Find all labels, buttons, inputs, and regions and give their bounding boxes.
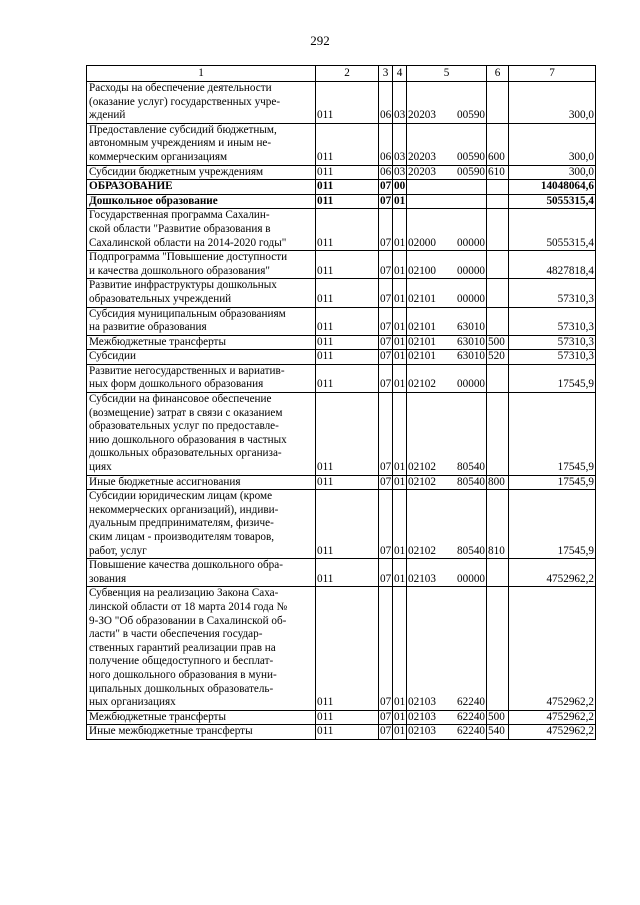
target-article-program: 02100	[408, 264, 436, 277]
expense-type-cell	[487, 393, 509, 476]
target-article-direction: 00590	[457, 165, 485, 178]
expense-type-cell: 500	[487, 335, 509, 350]
subsection-code-cell: 03	[393, 82, 407, 124]
ministry-code-cell: 011	[316, 725, 379, 740]
subsection-code-cell: 00	[393, 180, 407, 195]
ministry-code-cell: 011	[316, 209, 379, 251]
table-row	[87, 490, 596, 559]
expense-type-cell: 600	[487, 123, 509, 165]
row-name-cell	[87, 393, 316, 476]
row-name-cell	[87, 335, 316, 350]
row-name-cell	[87, 165, 316, 180]
row-name-line: ципальных дошкольных образователь-	[89, 682, 274, 695]
target-article-cell	[407, 251, 487, 279]
amount-cell: 17545,9	[509, 393, 596, 476]
section-code-cell: 07	[379, 350, 393, 365]
subsection-code-cell: 01	[393, 194, 407, 209]
table-row	[87, 165, 596, 180]
target-article-cell	[407, 194, 487, 209]
target-article-cell	[407, 180, 487, 195]
row-name-line: Межбюджетные трансферты	[89, 335, 226, 348]
target-article-direction: 62240	[457, 725, 485, 738]
target-article-cell	[407, 559, 487, 587]
table-header-row	[87, 66, 596, 82]
table-row	[87, 335, 596, 350]
target-article-cell	[407, 165, 487, 180]
table-row	[87, 393, 596, 476]
target-article-cell	[407, 279, 487, 307]
row-name-cell	[87, 475, 316, 490]
row-name-line: ждений	[89, 109, 126, 122]
row-name-line: образовательных услуг по предоставле-	[89, 420, 279, 433]
target-article-program: 02103	[408, 725, 436, 738]
row-name-cell	[87, 209, 316, 251]
ministry-code-cell: 011	[316, 559, 379, 587]
target-article-direction: 63010	[457, 335, 485, 348]
row-name-cell	[87, 307, 316, 335]
row-name-line: ским лицам - производителям товаров,	[89, 531, 275, 543]
amount-cell: 17545,9	[509, 364, 596, 392]
expense-type-cell	[487, 251, 509, 279]
row-name-cell	[87, 364, 316, 392]
row-name-line: Иные бюджетные ассигнования	[89, 475, 241, 488]
ministry-code-cell: 011	[316, 475, 379, 490]
row-name-cell	[87, 82, 316, 124]
subsection-code-cell: 01	[393, 490, 407, 559]
target-article-program: 20203	[408, 165, 436, 178]
target-article-program: 02102	[408, 544, 436, 557]
target-article-direction: 00000	[457, 292, 485, 305]
amount-cell: 57310,3	[509, 350, 596, 365]
row-name-line: ской области "Развитие образования в	[89, 222, 271, 235]
section-code-cell: 07	[379, 587, 393, 710]
row-name-line: коммерческим организациям	[89, 150, 228, 163]
amount-cell: 57310,3	[509, 279, 596, 307]
target-article-program: 02102	[408, 461, 436, 474]
ministry-code-cell: 011	[316, 587, 379, 710]
row-name-cell	[87, 180, 316, 195]
ministry-code-cell: 011	[316, 251, 379, 279]
target-article-direction: 00590	[457, 109, 485, 122]
subsection-code-cell: 03	[393, 123, 407, 165]
ministry-code-cell: 011	[316, 490, 379, 559]
target-article-direction: 80540	[457, 475, 485, 488]
row-name-line: Развитие инфраструктуры дошкольных	[89, 279, 277, 292]
amount-cell: 17545,9	[509, 490, 596, 559]
section-code-cell: 07	[379, 180, 393, 195]
target-article-direction: 63010	[457, 321, 485, 334]
amount-cell: 4752962,2	[509, 559, 596, 587]
table-row	[87, 350, 596, 365]
row-name-line: (возмещение) затрат в связи с оказанием	[89, 406, 283, 419]
table-row	[87, 180, 596, 195]
row-name-line: работ, услуг	[89, 544, 147, 557]
row-name-line: Субсидия муниципальным образованиям	[89, 307, 286, 320]
target-article-direction: 00000	[457, 236, 485, 249]
ministry-code-cell: 011	[316, 180, 379, 195]
table-row	[87, 710, 596, 725]
row-name-line: Субсидии юридическим лицам (кроме	[89, 490, 273, 503]
subsection-code-cell: 01	[393, 364, 407, 392]
target-article-cell	[407, 307, 487, 335]
section-code-cell: 06	[379, 165, 393, 180]
target-article-direction: 00000	[457, 378, 485, 391]
section-code-cell: 07	[379, 335, 393, 350]
expense-type-cell	[487, 82, 509, 124]
row-name-cell	[87, 490, 316, 559]
target-article-cell	[407, 710, 487, 725]
section-code-cell: 07	[379, 725, 393, 740]
target-article-program: 02103	[408, 572, 436, 585]
ministry-code-cell: 011	[316, 393, 379, 476]
row-name-cell	[87, 559, 316, 587]
row-name-line: дуальным предпринимателям, физиче-	[89, 517, 274, 530]
section-code-cell: 07	[379, 364, 393, 392]
target-article-program: 02000	[408, 236, 436, 249]
amount-cell: 5055315,4	[509, 209, 596, 251]
ministry-code-cell: 011	[316, 335, 379, 350]
row-name-cell	[87, 710, 316, 725]
table-row	[87, 587, 596, 710]
target-article-cell	[407, 587, 487, 710]
ministry-code-cell: 011	[316, 307, 379, 335]
expense-type-cell	[487, 364, 509, 392]
row-name-cell	[87, 350, 316, 365]
row-name-line: зования	[89, 572, 127, 585]
table-row	[87, 475, 596, 490]
subsection-code-cell: 03	[393, 165, 407, 180]
table-row	[87, 307, 596, 335]
target-article-direction: 63010	[457, 350, 485, 363]
amount-cell: 4752962,2	[509, 710, 596, 725]
subsection-code-cell: 01	[393, 725, 407, 740]
row-name-line: Субсидии	[89, 350, 136, 363]
row-name-line: ласти" в части обеспечения государ-	[89, 628, 263, 641]
expense-type-cell	[487, 559, 509, 587]
target-article-program: 02103	[408, 696, 436, 709]
table-row	[87, 279, 596, 307]
row-name-line: Государственная программа Сахалин-	[89, 209, 270, 222]
row-name-line: нию дошкольного образования в частных	[89, 433, 287, 446]
ministry-code-cell: 011	[316, 364, 379, 392]
subsection-code-cell: 01	[393, 587, 407, 710]
row-name-line: получение общедоступного и бесплат-	[89, 655, 274, 668]
target-article-cell	[407, 209, 487, 251]
amount-cell: 300,0	[509, 165, 596, 180]
row-name-line: Субвенция на реализацию Закона Саха-	[89, 587, 279, 600]
subsection-code-cell: 01	[393, 279, 407, 307]
target-article-program: 02103	[408, 710, 436, 723]
target-article-direction: 00000	[457, 264, 485, 277]
section-code-cell: 07	[379, 710, 393, 725]
expense-type-cell	[487, 307, 509, 335]
expense-type-cell	[487, 279, 509, 307]
target-article-cell	[407, 364, 487, 392]
row-name-line: Предоставление субсидий бюджетным,	[89, 123, 277, 136]
subsection-code-cell: 01	[393, 559, 407, 587]
ministry-code-cell: 011	[316, 82, 379, 124]
column-header: 4	[393, 66, 407, 82]
target-article-program: 02101	[408, 335, 436, 348]
row-name-cell	[87, 194, 316, 209]
expense-type-cell: 610	[487, 165, 509, 180]
section-code-cell: 07	[379, 475, 393, 490]
amount-cell: 5055315,4	[509, 194, 596, 209]
amount-cell: 300,0	[509, 123, 596, 165]
expense-type-cell: 500	[487, 710, 509, 725]
target-article-direction: 00000	[457, 572, 485, 585]
row-name-line: Подпрограмма "Повышение доступности	[89, 251, 288, 264]
row-name-line: ных форм дошкольного образования	[89, 378, 264, 391]
table-row	[87, 251, 596, 279]
row-name-line: ных организациях	[89, 696, 176, 709]
expense-type-cell	[487, 587, 509, 710]
table-row	[87, 82, 596, 124]
row-name-line: Повышение качества дошкольного обра-	[89, 559, 283, 572]
row-name-line: и качества дошкольного образования"	[89, 264, 270, 277]
table-row	[87, 364, 596, 392]
row-name-line: (оказание услуг) государственных учре-	[89, 95, 281, 108]
amount-cell: 4752962,2	[509, 587, 596, 710]
expense-type-cell	[487, 194, 509, 209]
target-article-program: 20203	[408, 150, 436, 163]
row-name-cell	[87, 725, 316, 740]
amount-cell: 17545,9	[509, 475, 596, 490]
amount-cell: 300,0	[509, 82, 596, 124]
row-name-line: на развитие образования	[89, 321, 207, 334]
section-code-cell: 07	[379, 194, 393, 209]
ministry-code-cell: 011	[316, 279, 379, 307]
ministry-code-cell: 011	[316, 123, 379, 165]
budget-table	[86, 65, 596, 740]
column-header: 7	[509, 66, 596, 82]
expense-type-cell: 540	[487, 725, 509, 740]
section-code-cell: 06	[379, 82, 393, 124]
row-name-cell	[87, 587, 316, 710]
target-article-cell	[407, 82, 487, 124]
amount-cell: 14048064,6	[509, 180, 596, 195]
amount-cell: 57310,3	[509, 335, 596, 350]
expense-type-cell: 520	[487, 350, 509, 365]
table-row	[87, 123, 596, 165]
row-name-line: ОБРАЗОВАНИЕ	[89, 180, 173, 193]
target-article-program: 20203	[408, 109, 436, 122]
section-code-cell: 07	[379, 209, 393, 251]
column-header: 6	[487, 66, 509, 82]
row-name-line: Расходы на обеспечение деятельности	[89, 82, 272, 94]
row-name-line: некоммерческих организаций), индиви-	[89, 503, 279, 516]
table-row	[87, 559, 596, 587]
ministry-code-cell: 011	[316, 165, 379, 180]
row-name-line: линской области от 18 марта 2014 года №	[89, 600, 288, 613]
target-article-program: 02102	[408, 378, 436, 391]
row-name-line: Иные межбюджетные трансферты	[89, 725, 253, 738]
subsection-code-cell: 01	[393, 710, 407, 725]
subsection-code-cell: 01	[393, 335, 407, 350]
section-code-cell: 07	[379, 251, 393, 279]
subsection-code-cell: 01	[393, 209, 407, 251]
row-name-line: Межбюджетные трансферты	[89, 710, 226, 723]
subsection-code-cell: 01	[393, 393, 407, 476]
row-name-line: Дошкольное образование	[89, 194, 218, 207]
table-row	[87, 194, 596, 209]
row-name-line: дошкольных образовательных организа-	[89, 447, 282, 460]
target-article-cell	[407, 475, 487, 490]
target-article-direction: 00590	[457, 150, 485, 163]
column-header: 2	[316, 66, 379, 82]
row-name-line: автономным учреждениям и иным не-	[89, 137, 272, 150]
target-article-program: 02101	[408, 321, 436, 334]
target-article-program: 02102	[408, 475, 436, 488]
row-name-line: образовательных учреждений	[89, 292, 232, 305]
row-name-line: ного дошкольного образования в муни-	[89, 668, 277, 681]
row-name-line: Субсидии бюджетным учреждениям	[89, 165, 264, 178]
subsection-code-cell: 01	[393, 475, 407, 490]
target-article-cell	[407, 490, 487, 559]
target-article-cell	[407, 335, 487, 350]
amount-cell: 4827818,4	[509, 251, 596, 279]
target-article-cell	[407, 725, 487, 740]
amount-cell: 4752962,2	[509, 725, 596, 740]
subsection-code-cell: 01	[393, 307, 407, 335]
expense-type-cell	[487, 209, 509, 251]
ministry-code-cell: 011	[316, 710, 379, 725]
target-article-direction: 62240	[457, 696, 485, 709]
ministry-code-cell: 011	[316, 350, 379, 365]
section-code-cell: 07	[379, 279, 393, 307]
column-header: 3	[379, 66, 393, 82]
row-name-line: Развитие негосударственных и вариатив-	[89, 364, 285, 377]
row-name-line: Сахалинской области на 2014-2020 годы"	[89, 236, 287, 249]
section-code-cell: 07	[379, 307, 393, 335]
section-code-cell: 06	[379, 123, 393, 165]
ministry-code-cell: 011	[316, 194, 379, 209]
row-name-line: Субсидии на финансовое обеспечение	[89, 393, 272, 406]
expense-type-cell: 800	[487, 475, 509, 490]
target-article-cell	[407, 123, 487, 165]
section-code-cell: 07	[379, 393, 393, 476]
target-article-cell	[407, 350, 487, 365]
row-name-cell	[87, 279, 316, 307]
subsection-code-cell: 01	[393, 251, 407, 279]
column-header: 1	[87, 66, 316, 82]
target-article-program: 02101	[408, 350, 436, 363]
target-article-direction: 80540	[457, 544, 485, 557]
table-row	[87, 209, 596, 251]
row-name-line: 9-ЗО "Об образовании в Сахалинской об-	[89, 614, 287, 627]
section-code-cell: 07	[379, 559, 393, 587]
row-name-line: циях	[89, 461, 112, 474]
expense-type-cell	[487, 180, 509, 195]
subsection-code-cell: 01	[393, 350, 407, 365]
table-row	[87, 725, 596, 740]
row-name-cell	[87, 123, 316, 165]
target-article-direction: 80540	[457, 461, 485, 474]
column-header: 5	[407, 66, 487, 82]
expense-type-cell: 810	[487, 490, 509, 559]
row-name-cell	[87, 251, 316, 279]
page-number: 292	[310, 33, 330, 48]
target-article-direction: 62240	[457, 710, 485, 723]
row-name-line: ственных гарантий реализации прав на	[89, 641, 276, 654]
amount-cell: 57310,3	[509, 307, 596, 335]
section-code-cell: 07	[379, 490, 393, 559]
target-article-cell	[407, 393, 487, 476]
target-article-program: 02101	[408, 292, 436, 305]
